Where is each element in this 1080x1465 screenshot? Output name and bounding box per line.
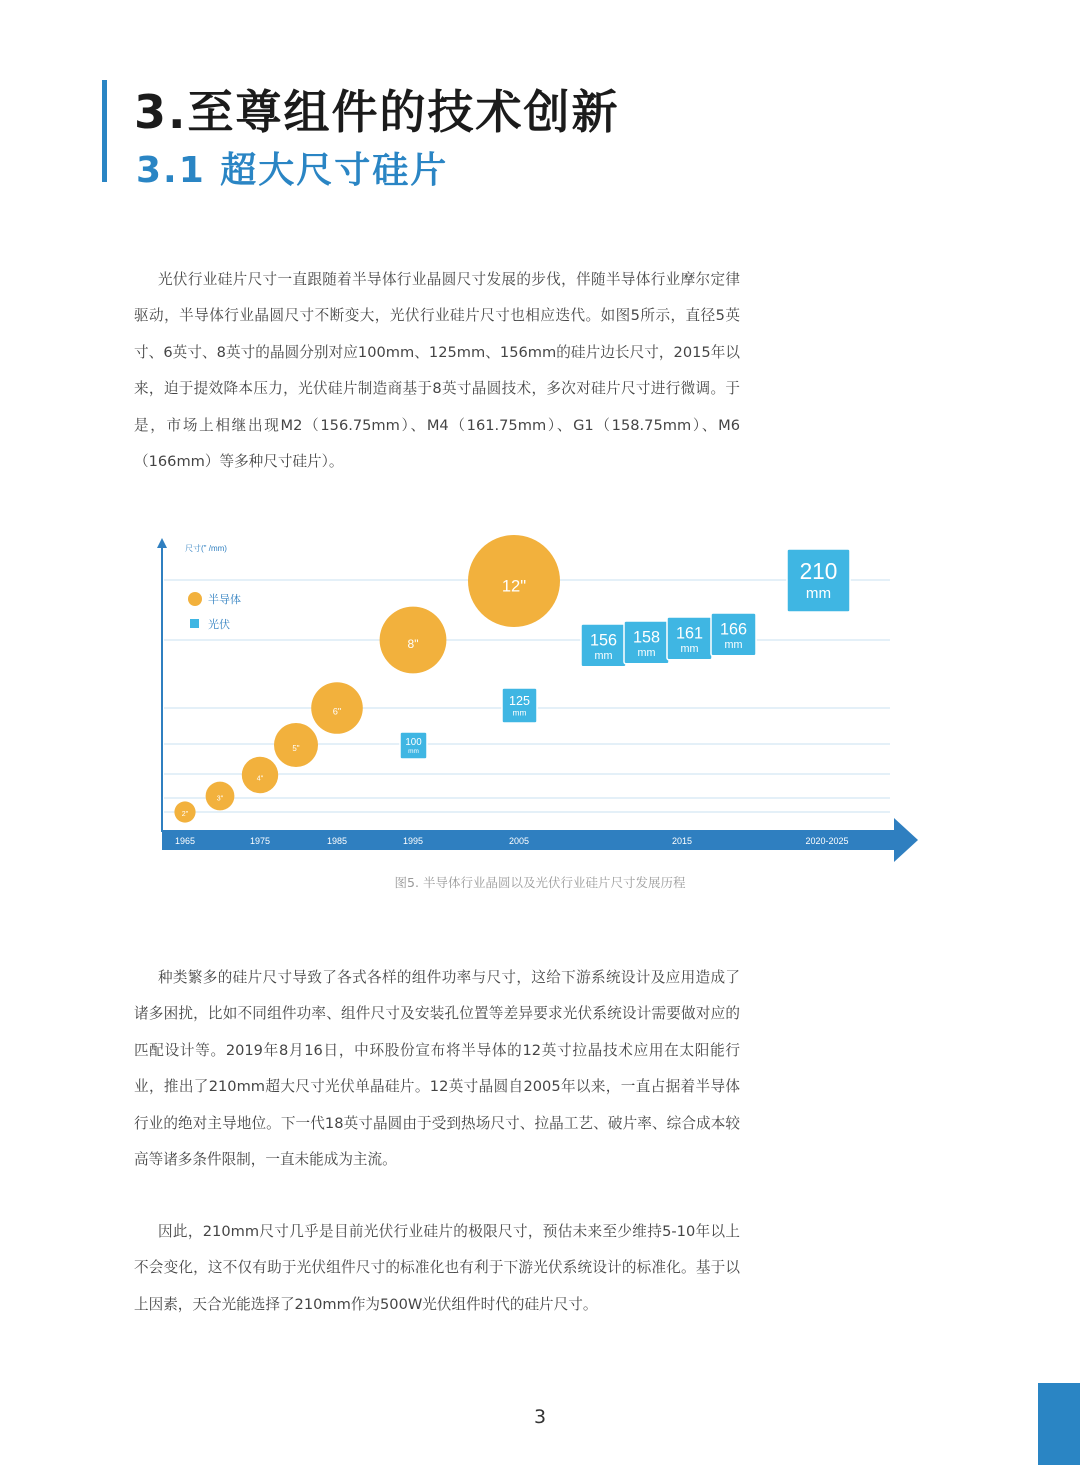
legend-semiconductor-label: 半导体 [208,594,241,606]
x-tick-label: 2015 [671,836,693,846]
photovoltaic-unit: mm [408,748,419,756]
semiconductor-label: 12" [501,576,527,596]
photovoltaic-unit: mm [594,650,613,663]
photovoltaic-value: 158 [632,628,661,647]
photovoltaic-value: 125 [508,693,531,708]
page-corner-tab [1038,1383,1080,1465]
photovoltaic-unit: mm [805,585,832,603]
title-accent-bar [102,80,107,182]
photovoltaic-value: 156 [589,631,618,650]
paragraph-1: 光伏行业硅片尺寸一直跟随着半导体行业晶圆尺寸发展的步伐，伴随半导体行业摩尔定律驱动，半导体行业晶圆尺寸不断变大，光伏行业硅片尺寸也相应迭代。如图5所示，直径5英寸、6英寸、8英寸的晶圆分别对应100mm、125mm、156mm的硅片边长尺寸，2015年以来，迫于提效降本压力，光伏硅片制造商基于8英寸晶圆技术，多次对硅片尺寸进行微调。于是，市场上相继出现M2（156.75mm）、M4（161.75mm）、G1（158.75mm）、M6（166mm）等多种尺寸硅片）。 [134,271,740,471]
x-tick-label: 2005 [508,836,530,846]
x-tick-label: 2020-2025 [805,836,849,846]
x-tick-label: 1975 [249,836,271,846]
semiconductor-label: 2" [181,810,189,818]
x-axis-arrow [894,818,918,862]
wafer-size-chart [150,532,930,872]
legend-semiconductor-swatch [188,592,202,606]
y-axis-arrow [157,538,167,548]
semiconductor-label: 6" [332,706,342,717]
paragraph-3: 因此，210mm尺寸几乎是目前光伏行业硅片的极限尺寸，预估未来至少维持5-10年以上不会变化，这不仅有助于光伏组件尺寸的标准化也有利于下游光伏系统设计的标准化。基于以上因素，天合光能选择了210mm作为500W光伏组件时代的硅片尺寸。 [134,1223,740,1313]
photovoltaic-unit: mm [724,639,743,652]
page-number: 3 [533,1406,547,1428]
x-tick-label: 1985 [326,836,348,846]
photovoltaic-unit: mm [512,707,527,718]
photovoltaic-unit: mm [680,643,699,656]
section-title: 3.至尊组件的技术创新 [134,85,620,139]
semiconductor-label: 3" [216,795,224,803]
photovoltaic-unit: mm [637,647,656,660]
photovoltaic-value: 210 [799,558,838,585]
photovoltaic-series [400,549,850,759]
figure-caption: 图5. 半导体行业晶圆以及光伏行业硅片尺寸发展历程 [394,875,686,890]
semiconductor-label: 5" [292,743,300,753]
x-tick-label: 1965 [174,836,196,846]
photovoltaic-value: 166 [719,620,748,639]
paragraph-2: 种类繁多的硅片尺寸导致了各式各样的组件功率与尺寸，这给下游系统设计及应用造成了诸多困扰，比如不同组件功率、组件尺寸及安装孔位置等差异要求光伏系统设计需要做对应的匹配设计等。2019年8月16日，中环股份宣布将半导体的12英寸拉晶技术应用在太阳能行业，推出了210mm超大尺寸光伏单晶硅片。12英寸晶圆自2005年以来，一直占据着半导体行业的绝对主导地位。下一代18英寸晶圆由于受到热场尺寸、拉晶工艺、破片率、综合成本较高等诸多条件限制，一直未能成为主流。 [134,969,740,1169]
photovoltaic-value: 100 [405,736,422,748]
x-tick-label: 1995 [402,836,424,846]
semiconductor-series [174,535,560,823]
legend-photovoltaic-label: 光伏 [208,619,230,631]
y-axis-label: 尺寸(" /mm) [185,544,227,553]
photovoltaic-value: 161 [675,624,704,643]
legend-photovoltaic-swatch [190,619,199,628]
semiconductor-label: 4" [256,775,264,783]
semiconductor-label: 8" [407,637,419,652]
subsection-title: 3.1 超大尺寸硅片 [136,150,449,191]
